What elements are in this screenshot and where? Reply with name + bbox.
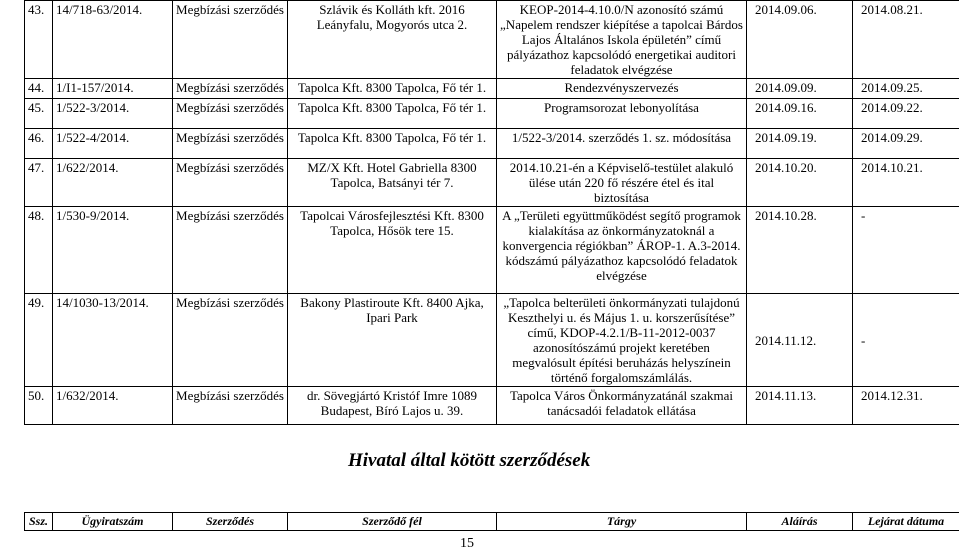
row-number: 45.	[25, 99, 53, 129]
row-subject: 2014.10.21-én a Képviselő-testület alakuló ülése után 220 fő részére étel és ital biztosítása	[497, 159, 747, 207]
row-contract-type: Megbízási szerződés	[173, 294, 288, 387]
table-row	[25, 159, 959, 207]
row-contracting-party: Tapolca Kft. 8300 Tapolca, Fő tér 1.	[288, 79, 497, 99]
row-file-number: 1/I1-157/2014.	[53, 79, 173, 99]
row-subject: A „Területi együttműködést segítő programok kialakítása az önkormányzatoknál a konvergencia régiókban” ÁROP-1. A.3-2014. kódszámú pályázathoz kapcsolódó feladatok elvégzése	[497, 207, 747, 294]
table-row	[25, 387, 959, 425]
row-file-number: 1/522-4/2014.	[53, 129, 173, 159]
row-signing-date: 2014.09.16.	[747, 99, 853, 129]
page-number: 15	[460, 536, 474, 551]
row-file-number: 1/632/2014.	[53, 387, 173, 425]
row-number: 46.	[25, 129, 53, 159]
row-file-number: 1/522-3/2014.	[53, 99, 173, 129]
row-number: 48.	[25, 207, 53, 294]
row-expiry-date: 2014.08.21.	[853, 1, 959, 79]
row-signing-date: 2014.09.19.	[747, 129, 853, 159]
row-expiry-date: 2014.10.21.	[853, 159, 959, 207]
contracts-table	[24, 0, 959, 425]
row-contract-type: Megbízási szerződés	[173, 159, 288, 207]
row-file-number: 14/718-63/2014.	[53, 1, 173, 79]
table-row	[25, 99, 959, 129]
header-file: Ügyiratszám	[53, 513, 173, 531]
header-no: Ssz.	[25, 513, 53, 531]
row-contract-type: Megbízási szerződés	[173, 99, 288, 129]
row-expiry-date: -	[853, 294, 959, 387]
row-contracting-party: Tapolca Kft. 8300 Tapolca, Fő tér 1.	[288, 129, 497, 159]
row-subject: Rendezvényszervezés	[497, 79, 747, 99]
row-expiry-date: 2014.09.25.	[853, 79, 959, 99]
row-signing-date: 2014.11.12.	[747, 294, 853, 387]
row-file-number: 14/1030-13/2014.	[53, 294, 173, 387]
row-subject: Tapolca Város Önkormányzatánál szakmai tanácsadói feladatok ellátása	[497, 387, 747, 425]
header-expiry: Lejárat dátuma	[853, 513, 959, 531]
row-number: 43.	[25, 1, 53, 79]
table-row	[25, 129, 959, 159]
row-contract-type: Megbízási szerződés	[173, 79, 288, 99]
row-contract-type: Megbízási szerződés	[173, 387, 288, 425]
table-row	[25, 1, 959, 79]
row-contracting-party: Tapolca Kft. 8300 Tapolca, Fő tér 1.	[288, 99, 497, 129]
row-expiry-date: 2014.09.29.	[853, 129, 959, 159]
row-contract-type: Megbízási szerződés	[173, 129, 288, 159]
row-expiry-date: 2014.12.31.	[853, 387, 959, 425]
row-signing-date: 2014.10.28.	[747, 207, 853, 294]
row-expiry-date: 2014.09.22.	[853, 99, 959, 129]
row-contracting-party: MZ/X Kft. Hotel Gabriella 8300 Tapolca, Batsányi tér 7.	[288, 159, 497, 207]
row-signing-date: 2014.09.06.	[747, 1, 853, 79]
header-signed: Aláírás	[747, 513, 853, 531]
row-number: 47.	[25, 159, 53, 207]
table-row	[25, 79, 959, 99]
header-party: Szerződő fél	[288, 513, 497, 531]
table-row	[25, 207, 959, 294]
row-expiry-date: -	[853, 207, 959, 294]
row-subject: 1/522-3/2014. szerződés 1. sz. módosítása	[497, 129, 747, 159]
table-row	[25, 294, 959, 387]
header-subject: Tárgy	[497, 513, 747, 531]
row-contract-type: Megbízási szerződés	[173, 207, 288, 294]
table-header	[24, 512, 959, 531]
row-contracting-party: dr. Sövegjártó Kristóf Imre 1089 Budapest, Bíró Lajos u. 39.	[288, 387, 497, 425]
header-row	[25, 513, 959, 531]
header-type: Szerződés	[173, 513, 288, 531]
row-contracting-party: Szlávik és Kolláth kft. 2016 Leányfalu, Mogyorós utca 2.	[288, 1, 497, 79]
row-file-number: 1/530-9/2014.	[53, 207, 173, 294]
row-contract-type: Megbízási szerződés	[173, 1, 288, 79]
row-number: 44.	[25, 79, 53, 99]
row-number: 50.	[25, 387, 53, 425]
row-signing-date: 2014.10.20.	[747, 159, 853, 207]
row-signing-date: 2014.11.13.	[747, 387, 853, 425]
row-number: 49.	[25, 294, 53, 387]
row-subject: KEOP-2014-4.10.0/N azonosító számú „Napelem rendszer kiépítése a tapolcai Bárdos Lajos Általános Iskola épületén” című pályázathoz kapcsolódó energetikai auditori feladatok elvégzése	[497, 1, 747, 79]
row-contracting-party: Bakony Plastiroute Kft. 8400 Ajka, Ipari Park	[288, 294, 497, 387]
row-contracting-party: Tapolcai Városfejlesztési Kft. 8300 Tapolca, Hősök tere 15.	[288, 207, 497, 294]
row-signing-date: 2014.09.09.	[747, 79, 853, 99]
row-subject: Programsorozat lebonyolítása	[497, 99, 747, 129]
row-subject: „Tapolca belterületi önkormányzati tulajdonú Keszthelyi u. és Május 1. u. korszerűsítése” című, KDOP-4.2.1/B-11-2012-0037 azonosítószámú projekt keretében megvalósult építési beruházás helyszínein történő forgalomszámlálás.	[497, 294, 747, 387]
row-file-number: 1/622/2014.	[53, 159, 173, 207]
section-title: Hivatal által kötött szerződések	[348, 450, 591, 471]
